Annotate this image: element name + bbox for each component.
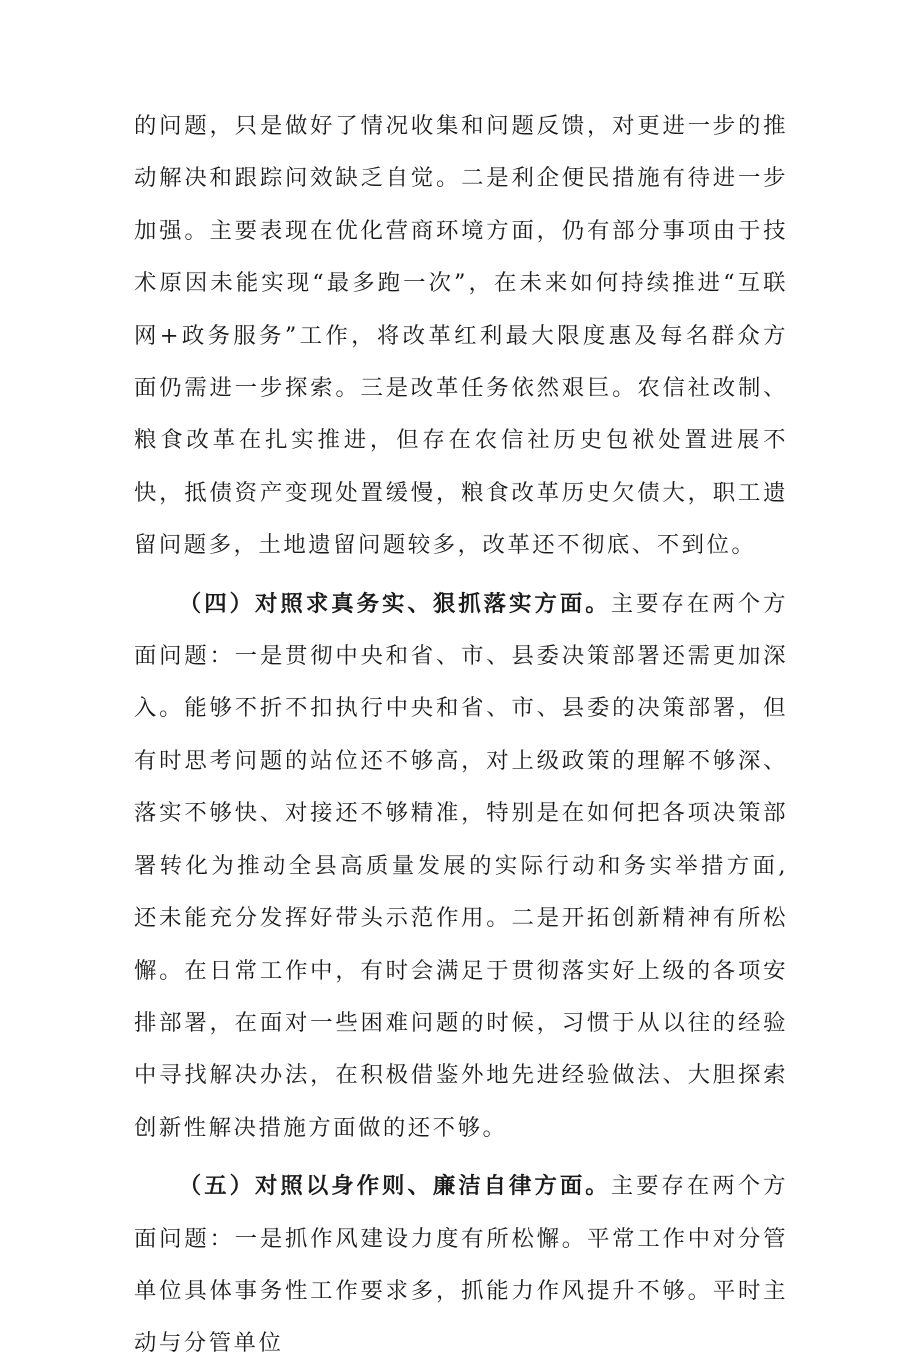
paragraph-2 [134, 578, 788, 1154]
paragraph-3 [134, 1160, 788, 1370]
paragraph-1-body: 的问题，只是做好了情况收集和问题反馈，对更进一步的推动解决和跟踪问效缺乏自觉。二是利企便民措施有待进一步加强。主要表现在优化营商环境方面，仍有部分事项由于技术原因未能实现“最多跑一次”，在未来如何持续推进“互联网+政务服务”工作，将改革红利最大限度惠及每名群众方面仍需进一步探索。三是改革任务依然艰巨。农信社改制、粮食改革在扎实推进，但存在农信社历史包袱处置进展不快，抵债资产变现处置缓慢，粮食改革历史欠债大，职工遗留问题多，土地遗留问题较多，改革还不彻底、不到位。 [134, 113, 788, 559]
section-5-heading: （五）对照以身作则、廉洁自律方面。 [178, 1173, 611, 1200]
paragraph-2-body: 主要存在两个方面问题：一是贯彻中央和省、市、县委决策部署还需更加深入。能够不折不扣执行中央和省、市、县委的决策部署，但有时思考问题的站位还不够高，对上级政策的理解不够深、落实不够快、对接还不够精准，特别是在如何把各项决策部署转化为推动全县高质量发展的实际行动和务实举措方面,还未能充分发挥好带头示范作用。二是开拓创新精神有所松懈。在日常工作中，有时会满足于贯彻落实好上级的各项安排部署，在面对一些困难问题的时候，习惯于从以往的经验中寻找解决办法，在积极借鉴外地先进经验做法、大胆探索创新性解决措施方面做的还不够。 [134, 590, 789, 1141]
paragraph-1 [134, 100, 788, 572]
section-4-heading: （四）对照求真务实、狠抓落实方面。 [178, 590, 611, 617]
paragraph-3-body: 主要存在两个方面问题：一是抓作风建设力度有所松懈。平常工作中对分管单位具体事务性工作要求多，抓能力作风提升不够。平时主动与分管单位 [134, 1173, 789, 1357]
